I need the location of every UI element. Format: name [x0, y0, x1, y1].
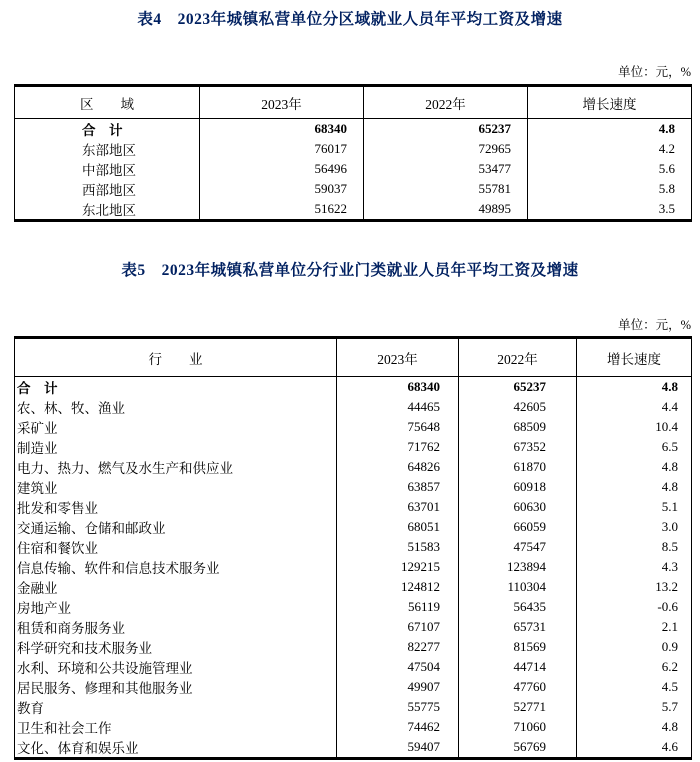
- table4-header-row: [15, 86, 692, 119]
- value-growth: 5.1: [577, 497, 692, 517]
- table-row: [15, 697, 692, 717]
- value-2023: 129215: [337, 557, 459, 577]
- value-growth: 4.8: [577, 377, 692, 398]
- row-label: 租赁和商务服务业: [17, 621, 125, 636]
- value-2023: 76017: [200, 139, 364, 159]
- value-2022: 110304: [459, 577, 577, 597]
- value-2023: 75648: [337, 417, 459, 437]
- value-2022: 71060: [459, 717, 577, 737]
- row-label: 中部地区: [82, 163, 136, 178]
- row-label: 采矿业: [17, 421, 58, 436]
- row-label: 文化、体育和娱乐业: [17, 741, 139, 756]
- value-2022: 123894: [459, 557, 577, 577]
- value-growth: 4.3: [577, 557, 692, 577]
- row-label: 西部地区: [82, 183, 136, 198]
- value-2022: 55781: [364, 179, 528, 199]
- value-2023: 51622: [200, 199, 364, 221]
- row-label: 东部地区: [82, 143, 136, 158]
- value-growth: 4.8: [577, 457, 692, 477]
- table4-header-region: 区 域: [15, 86, 200, 119]
- value-2022: 49895: [364, 199, 528, 221]
- table-row: [15, 677, 692, 697]
- value-2022: 65237: [459, 377, 577, 398]
- table5-header-2023: 2023年: [337, 338, 459, 377]
- row-label: 批发和零售业: [17, 501, 98, 516]
- value-2022: 44714: [459, 657, 577, 677]
- value-growth: 4.5: [577, 677, 692, 697]
- value-2023: 56496: [200, 159, 364, 179]
- table5-industry-wage-table: [14, 336, 692, 760]
- row-label: 制造业: [17, 441, 58, 456]
- table5-header-industry: 行 业: [15, 338, 337, 377]
- table-row: [15, 517, 692, 537]
- table5-unit-label: 单位：元，%: [618, 318, 691, 332]
- value-2022: 66059: [459, 517, 577, 537]
- table-row: [15, 119, 692, 140]
- value-2023: 68051: [337, 517, 459, 537]
- value-2023: 44465: [337, 397, 459, 417]
- table5-title: 表5 2023年城镇私营单位分行业门类就业人员年平均工资及增速: [121, 262, 579, 279]
- table4-unit-label: 单位：元，%: [618, 65, 691, 79]
- table-row: [15, 737, 692, 759]
- table-row: [15, 437, 692, 457]
- row-label: 教育: [17, 701, 44, 716]
- table5-header-2022: 2022年: [459, 338, 577, 377]
- value-growth: 13.2: [577, 577, 692, 597]
- table-row: [15, 159, 692, 179]
- table-row: [15, 457, 692, 477]
- table-row: [15, 557, 692, 577]
- value-growth: 2.1: [577, 617, 692, 637]
- table4-header-2022: 2022年: [364, 86, 528, 119]
- row-label: 住宿和餐饮业: [17, 541, 98, 556]
- table-row: [15, 179, 692, 199]
- table-row: [15, 537, 692, 557]
- table5-header-row: [15, 338, 692, 377]
- value-growth: -0.6: [577, 597, 692, 617]
- value-2022: 65731: [459, 617, 577, 637]
- value-2022: 56435: [459, 597, 577, 617]
- row-label: 金融业: [17, 581, 58, 596]
- value-2023: 49907: [337, 677, 459, 697]
- value-2022: 60918: [459, 477, 577, 497]
- table-row: [15, 377, 692, 398]
- table-row: [15, 397, 692, 417]
- row-label: 交通运输、仓储和邮政业: [17, 521, 166, 536]
- value-growth: 4.8: [577, 717, 692, 737]
- value-2022: 61870: [459, 457, 577, 477]
- value-2023: 63857: [337, 477, 459, 497]
- value-2022: 47547: [459, 537, 577, 557]
- value-2023: 71762: [337, 437, 459, 457]
- value-2022: 65237: [364, 119, 528, 140]
- value-2023: 124812: [337, 577, 459, 597]
- value-2023: 59037: [200, 179, 364, 199]
- value-2023: 63701: [337, 497, 459, 517]
- value-2022: 52771: [459, 697, 577, 717]
- row-label: 电力、热力、燃气及水生产和供应业: [17, 461, 233, 476]
- row-label: 建筑业: [17, 481, 58, 496]
- table4-region-wage-table: [14, 84, 692, 222]
- value-2023: 82277: [337, 637, 459, 657]
- value-growth: 5.6: [528, 159, 692, 179]
- value-2022: 56769: [459, 737, 577, 759]
- value-2023: 51583: [337, 537, 459, 557]
- value-growth: 4.4: [577, 397, 692, 417]
- value-growth: 6.2: [577, 657, 692, 677]
- value-2023: 47504: [337, 657, 459, 677]
- value-2023: 59407: [337, 737, 459, 759]
- value-2023: 56119: [337, 597, 459, 617]
- table-row: [15, 477, 692, 497]
- table4-header-2023: 2023年: [200, 86, 364, 119]
- value-2023: 68340: [200, 119, 364, 140]
- value-growth: 6.5: [577, 437, 692, 457]
- table-row: [15, 199, 692, 221]
- table-row: [15, 637, 692, 657]
- value-2023: 55775: [337, 697, 459, 717]
- table-row: [15, 497, 692, 517]
- value-growth: 4.8: [528, 119, 692, 140]
- row-label: 卫生和社会工作: [17, 721, 112, 736]
- value-2023: 67107: [337, 617, 459, 637]
- value-growth: 5.8: [528, 179, 692, 199]
- value-2022: 60630: [459, 497, 577, 517]
- table4-title: 表4 2023年城镇私营单位分区域就业人员年平均工资及增速: [137, 11, 563, 28]
- value-2022: 67352: [459, 437, 577, 457]
- table5-header-growth: 增长速度: [577, 338, 692, 377]
- row-label: 合 计: [17, 381, 58, 396]
- row-label: 房地产业: [17, 601, 71, 616]
- value-growth: 0.9: [577, 637, 692, 657]
- table-row: [15, 597, 692, 617]
- value-2023: 64826: [337, 457, 459, 477]
- value-growth: 10.4: [577, 417, 692, 437]
- table4-header-growth: 增长速度: [528, 86, 692, 119]
- value-growth: 5.7: [577, 697, 692, 717]
- value-growth: 8.5: [577, 537, 692, 557]
- row-label: 农、林、牧、渔业: [17, 401, 125, 416]
- table-row: [15, 577, 692, 597]
- row-label: 东北地区: [82, 203, 136, 218]
- value-growth: 3.0: [577, 517, 692, 537]
- value-2022: 72965: [364, 139, 528, 159]
- table-row: [15, 657, 692, 677]
- value-2022: 53477: [364, 159, 528, 179]
- row-label: 居民服务、修理和其他服务业: [17, 681, 193, 696]
- row-label: 合 计: [82, 123, 123, 138]
- row-label: 水利、环境和公共设施管理业: [17, 661, 193, 676]
- table-row: [15, 617, 692, 637]
- value-growth: 4.6: [577, 737, 692, 759]
- value-growth: 4.2: [528, 139, 692, 159]
- value-2023: 68340: [337, 377, 459, 398]
- value-2023: 74462: [337, 717, 459, 737]
- value-2022: 68509: [459, 417, 577, 437]
- table-row: [15, 417, 692, 437]
- value-2022: 47760: [459, 677, 577, 697]
- value-2022: 81569: [459, 637, 577, 657]
- value-growth: 3.5: [528, 199, 692, 221]
- value-growth: 4.8: [577, 477, 692, 497]
- table-row: [15, 717, 692, 737]
- row-label: 科学研究和技术服务业: [17, 641, 152, 656]
- value-2022: 42605: [459, 397, 577, 417]
- row-label: 信息传输、软件和信息技术服务业: [17, 561, 220, 576]
- table-row: [15, 139, 692, 159]
